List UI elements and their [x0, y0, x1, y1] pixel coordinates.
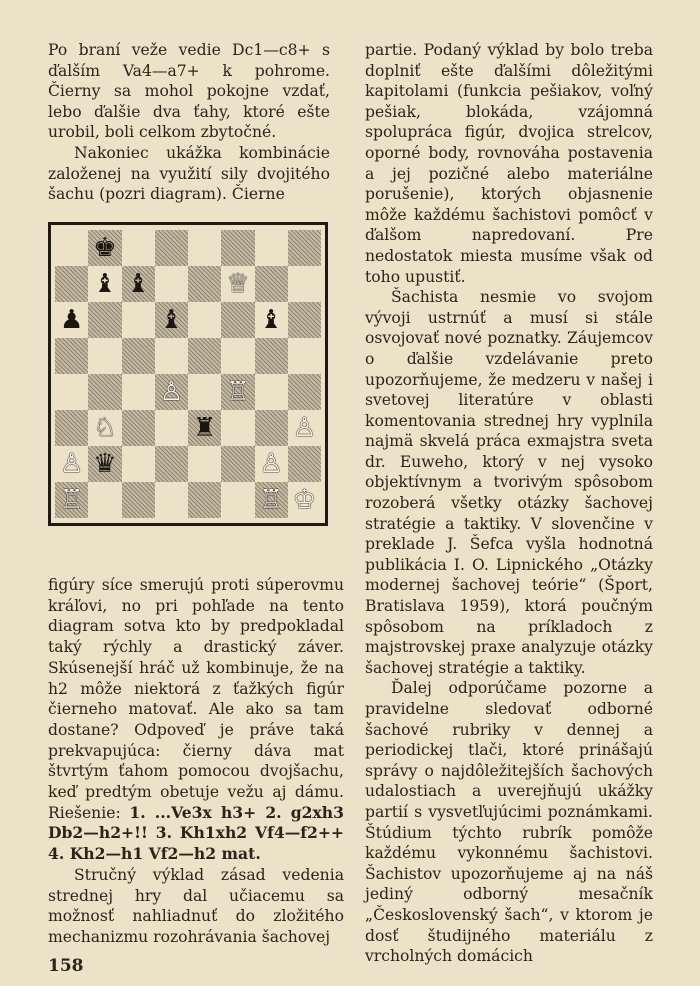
square-f1 — [221, 482, 254, 518]
square-b3 — [88, 410, 121, 446]
square-f5 — [221, 338, 254, 374]
square-c6 — [122, 302, 155, 338]
square-c2 — [122, 446, 155, 482]
square-d6 — [155, 302, 188, 338]
square-b2 — [88, 446, 121, 482]
left-column-bottom — [48, 575, 344, 948]
square-d2 — [155, 446, 188, 482]
paragraph-rook-capture: Po braní veže vedie Dc1—c8+ s ďalším Va4—a7+ k pohrome. Čierny sa mohol pokojne vzdať, lebo ďalšie dva ťahy, ktoré ešte urobil, boli celkom zbytočné. — [48, 41, 330, 142]
white-pawn-icon: ♙ — [259, 449, 283, 479]
square-f7 — [221, 266, 254, 302]
square-e8 — [188, 230, 221, 266]
solution-moves: 1. ...Ve3x h3+ 2. g2xh3 Db2—h2+!! 3. Kh1xh2 Vf4—f2++ 4. Kh2—h1 Vf2—h2 mat. — [48, 802, 344, 864]
square-b7 — [88, 266, 121, 302]
white-king-icon: ♔ — [292, 485, 317, 515]
square-e4 — [188, 374, 221, 410]
square-c8 — [122, 230, 155, 266]
square-a6 — [55, 302, 88, 338]
square-a4 — [55, 374, 88, 410]
paragraph-further-chapters: partie. Podaný výklad by bolo treba doplniť ešte ďalšími dôležitými kapitolami (funkcia pešiakov, voľný pešiak, blokáda, vzájomná spolupráca figúr, dvojica strelcov, oporné body, rovnováha postavenia a jej pozičné alebo materiálne porušenie), ktorých objasnenie môže každému šachistovi pomôcť v ďalšom napredovaní. Pre nedostatok miesta musíme však od toho upustiť. — [365, 41, 653, 286]
square-b6 — [88, 302, 121, 338]
black-rook-icon: ♜ — [192, 413, 217, 443]
square-e2 — [188, 446, 221, 482]
chess-board — [55, 230, 321, 518]
paragraph-double-check-intro: Nakoniec ukážka kombinácie založenej na využití sily dvojitého šachu (pozri diagram). Čierne — [48, 143, 330, 204]
square-a2 — [55, 446, 88, 482]
black-bishop-icon: ♝ — [259, 305, 283, 335]
square-g5 — [255, 338, 288, 374]
square-h5 — [288, 338, 321, 374]
right-column — [365, 40, 653, 967]
white-knight-icon: ♘ — [93, 413, 117, 443]
white-pawn-icon: ♙ — [292, 413, 317, 443]
square-f4 — [221, 374, 254, 410]
square-g8 — [255, 230, 288, 266]
paragraph-combination-explanation — [48, 575, 344, 865]
square-e7 — [188, 266, 221, 302]
black-bishop-icon: ♝ — [93, 269, 117, 299]
square-a5 — [55, 338, 88, 374]
square-d4 — [155, 374, 188, 410]
square-c4 — [122, 374, 155, 410]
square-c5 — [122, 338, 155, 374]
square-b4 — [88, 374, 121, 410]
square-d8 — [155, 230, 188, 266]
black-bishop-icon: ♝ — [159, 305, 184, 335]
square-f3 — [221, 410, 254, 446]
square-h8 — [288, 230, 321, 266]
chess-diagram — [48, 222, 328, 526]
white-rook-icon: ♖ — [259, 485, 283, 515]
square-b1 — [88, 482, 121, 518]
left-column-top — [48, 40, 330, 205]
paragraph-middle-game-summary: Stručný výklad zásad vedenia strednej hry dal učiacemu sa možnosť nahliadnuť do zložitého mechanizmu rozohrávania šachovej — [48, 865, 344, 946]
square-a8 — [55, 230, 88, 266]
page-number: 158 — [48, 956, 84, 976]
square-d7 — [155, 266, 188, 302]
black-pawn-icon: ♟ — [59, 305, 84, 335]
square-f8 — [221, 230, 254, 266]
square-a1 — [55, 482, 88, 518]
square-h7 — [288, 266, 321, 302]
black-king-icon: ♚ — [93, 233, 117, 263]
square-d5 — [155, 338, 188, 374]
explanation-text: figúry síce smerujú proti súperovmu kráľovi, no pri pohľade na tento diagram sotva kto by predpokladal taký rýchly a drastický záver. Skúsenejší hráč už kombinuje, že na h2 môže niektorá z ťažkých figúr čierneho matovať. Ale ako sa tam dostane? Odpoveď je práve taká prekvapujúca: čierny dáva mat štvrtým ťahom pomocou dvojšachu, keď predtým obetuje vežu aj dámu. Riešenie: — [48, 576, 344, 822]
black-bishop-icon: ♝ — [126, 269, 150, 299]
square-e1 — [188, 482, 221, 518]
paragraph-literature: Šachista nesmie vo svojom vývoji ustrnúť a musí si stále osvojovať nové poznatky. Záujemcov o ďalšie vzdelávanie preto upozorňujeme, že medzeru v našej i svetovej literatúre v oblasti komentovania strednej hry vyplnila najmä skvelá práca exmajstra sveta dr. Euweho, ktorý v nej vysoko objektívnym a tvorivým spôsobom rozoberá všetky otázky šachovej stratégie a taktiky. V slovenčine v preklade J. Šefca vyšla hodnotná publikácia I. O. Lipnického „Otázky modernej šachovej teórie“ (Šport, Bratislava 1959), ktorá poučným spôsobom na príkladoch z majstrovskej praxe analyzuje otázky šachovej stratégie a taktiky. — [365, 288, 653, 677]
square-e5 — [188, 338, 221, 374]
square-e3 — [188, 410, 221, 446]
square-g1 — [255, 482, 288, 518]
square-g6 — [255, 302, 288, 338]
white-pawn-icon: ♙ — [59, 449, 84, 479]
black-queen-icon: ♛ — [93, 449, 117, 479]
square-c7 — [122, 266, 155, 302]
square-a3 — [55, 410, 88, 446]
square-d1 — [155, 482, 188, 518]
square-b8 — [88, 230, 121, 266]
square-h4 — [288, 374, 321, 410]
square-a7 — [55, 266, 88, 302]
square-g3 — [255, 410, 288, 446]
square-g7 — [255, 266, 288, 302]
square-h3 — [288, 410, 321, 446]
paragraph-rubrics: Ďalej odporúčame pozorne a pravidelne sledovať odborné šachové rubriky v dennej a periodickej tlači, ktoré prinášajú správy o najdôležitejších šachových udalostiach a uverejňujú ukážky partií s vysvetľujúcimi poznámkami. Štúdium týchto rubrík pomôže každému vykonnému šachistovi. Šachistov upozorňujeme aj na náš jediný odborný mesačník „Československý šach“, v ktorom je dosť študijného materiálu z vrcholných domácich — [365, 679, 653, 966]
square-f2 — [221, 446, 254, 482]
white-rook-icon: ♖ — [226, 377, 250, 407]
white-pawn-icon: ♙ — [159, 377, 184, 407]
square-h6 — [288, 302, 321, 338]
square-c1 — [122, 482, 155, 518]
square-f6 — [221, 302, 254, 338]
square-e6 — [188, 302, 221, 338]
square-d3 — [155, 410, 188, 446]
square-b5 — [88, 338, 121, 374]
white-queen-icon: ♕ — [226, 269, 250, 299]
square-g4 — [255, 374, 288, 410]
square-h1 — [288, 482, 321, 518]
square-g2 — [255, 446, 288, 482]
white-rook-icon: ♖ — [59, 485, 84, 515]
square-c3 — [122, 410, 155, 446]
square-h2 — [288, 446, 321, 482]
